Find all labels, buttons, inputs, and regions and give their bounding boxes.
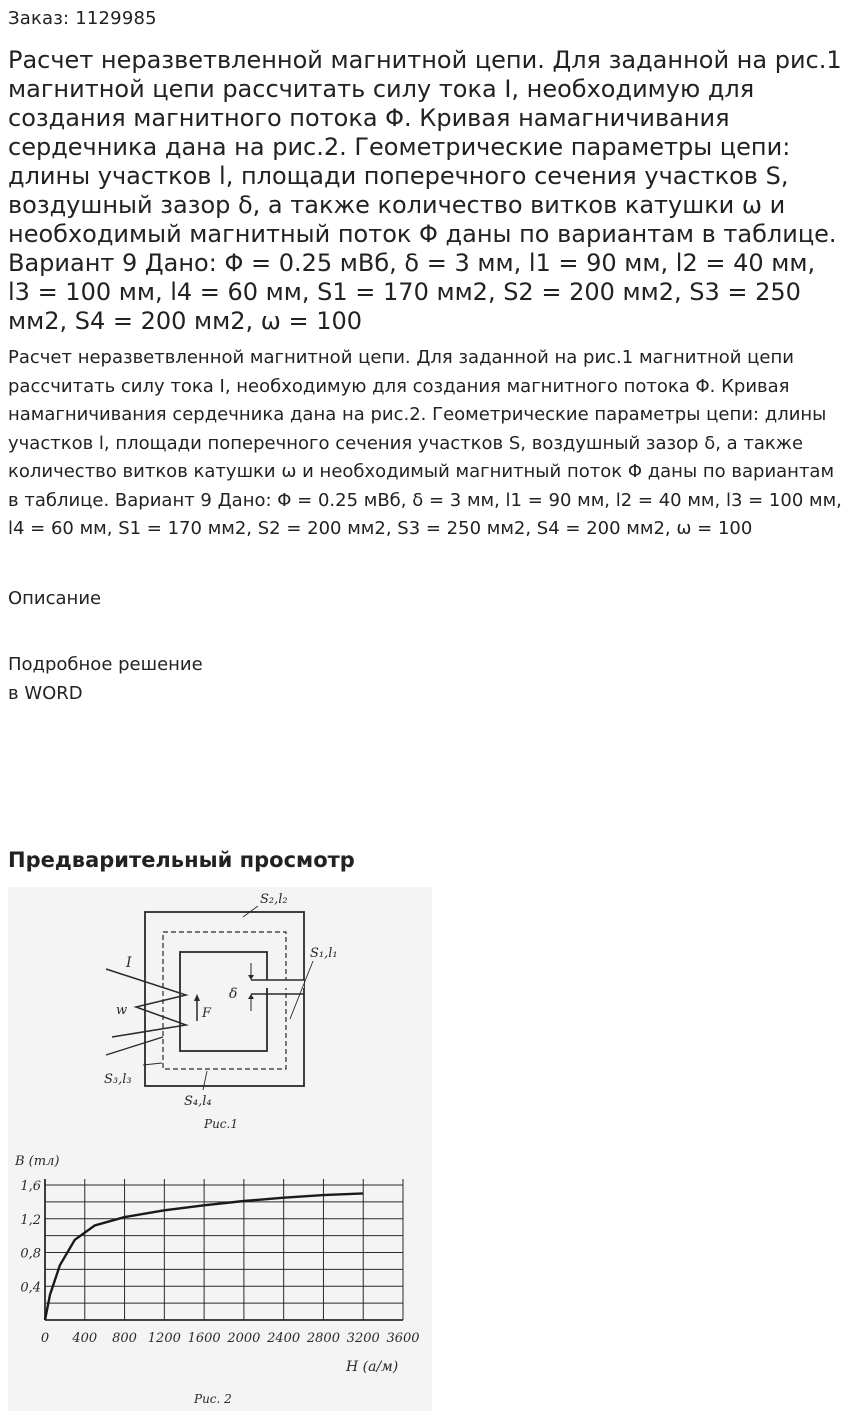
label-turns: w <box>116 1003 128 1018</box>
magnetic-circuit-figure <box>106 906 313 1090</box>
x-tick-label: 3200 <box>346 1331 380 1346</box>
y-axis-ticks <box>20 1179 41 1295</box>
label-s3-l3: S₃,l₃ <box>104 1072 132 1087</box>
x-tick-label: 2800 <box>306 1331 340 1346</box>
x-tick-label: 2400 <box>267 1331 301 1346</box>
label-force: F <box>202 1006 212 1021</box>
y-tick-label: 0,8 <box>20 1246 41 1262</box>
y-tick-label: 1,6 <box>20 1179 41 1194</box>
x-tick-label: 1600 <box>187 1331 221 1346</box>
label-s1-l1: S₁,l₁ <box>310 946 338 961</box>
description-line: в WORD <box>8 683 83 704</box>
fig1-caption: Рис.1 <box>204 1117 238 1131</box>
label-s2-l2: S₂,l₂ <box>260 892 288 907</box>
description-label: Описание <box>8 588 102 609</box>
y-tick-label: 0,4 <box>20 1280 41 1296</box>
x-tick-label: 1200 <box>147 1331 181 1346</box>
label-gap: δ <box>229 986 238 1002</box>
label-s4-l4: S₄,l₄ <box>184 1094 212 1109</box>
order-number: Заказ: 1129985 <box>8 8 157 29</box>
y-tick-label: 1,2 <box>20 1212 41 1228</box>
x-tick-label: 3600 <box>386 1331 420 1346</box>
x-axis-ticks <box>41 1331 420 1346</box>
x-tick-label: 2000 <box>227 1331 261 1346</box>
x-tick-label: 800 <box>112 1331 137 1346</box>
page-title: Расчет неразветвленной магнитной цепи. Для заданной на рис.1 магнитной цепи рассчитать силу тока I, необходимую для создания магнитного потока Φ. Кривая намагничивания сердечника дана на рис.2. Геометрические параметры цепи: длины участков l, площади поперечного сечения участков S, воздушный зазор δ, а также количество витков катушки ω и необходимый магнитный поток Φ даны по вариантам в таблице. Вариант 9 Дано: Φ = 0.25 мВб, δ = 3 мм, l1 = 90 мм, l2 = 40 мм, l3 = 100 мм, l4 = 60 мм, S1 = 170 мм2, S2 = 200 мм2, S3 = 250 мм2, S4 = 200 мм2, ω = 100 <box>8 46 842 335</box>
y-axis-label: B (тл) <box>15 1154 60 1169</box>
preview-heading: Предварительный просмотр <box>8 848 355 872</box>
x-tick-label: 400 <box>72 1331 98 1346</box>
core-inner-edge <box>180 952 267 1051</box>
x-tick-label: 0 <box>40 1331 50 1346</box>
preview-drawing <box>8 887 432 1411</box>
x-axis-label: H (а/м) <box>346 1359 399 1375</box>
chart-grid <box>45 1179 403 1320</box>
description-line: Подробное решение <box>8 654 203 675</box>
fig2-caption: Рис. 2 <box>194 1392 232 1406</box>
label-current: I <box>126 955 132 971</box>
magnetization-chart <box>20 1179 419 1346</box>
description-text <box>8 650 203 708</box>
preview-image <box>8 887 432 1411</box>
task-description: Расчет неразветвленной магнитной цепи. Для заданной на рис.1 магнитной цепи рассчитать силу тока I, необходимую для создания магнитного потока Φ. Кривая намагничивания сердечника дана на рис.2. Геометрические параметры цепи: длины участков l, площади поперечного сечения участков S, воздушный зазор δ, а также количество витков катушки ω и необходимый магнитный поток Φ даны по вариантам в таблице. Вариант 9 Дано: Φ = 0.25 мВб, δ = 3 мм, l1 = 90 мм, l2 = 40 мм, l3 = 100 мм, l4 = 60 мм, S1 = 170 мм2, S2 = 200 мм2, S3 = 250 мм2, S4 = 200 мм2, ω = 100 <box>8 347 842 539</box>
